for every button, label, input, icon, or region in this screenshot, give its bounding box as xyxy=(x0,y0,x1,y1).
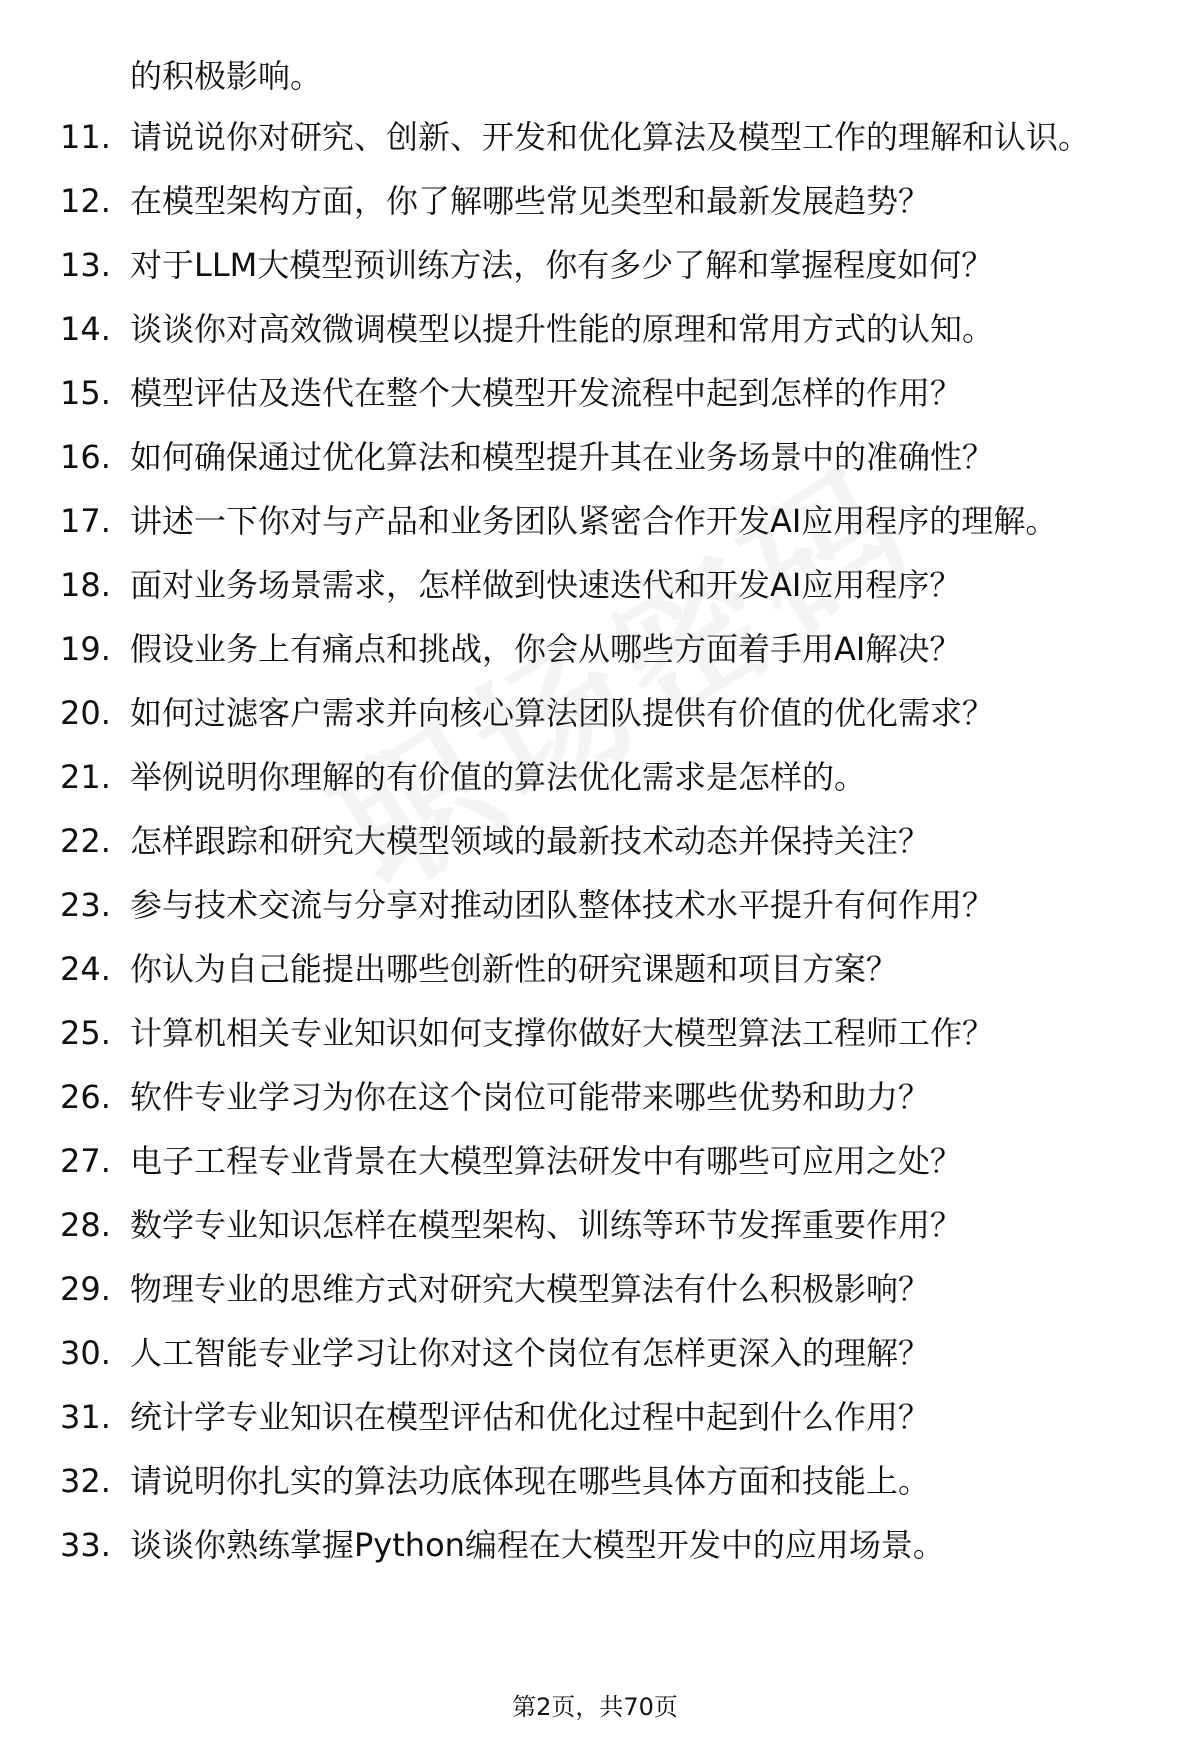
page-number: 第2页，共70页 xyxy=(512,1693,678,1721)
question-text: 举例说明你理解的有价值的算法优化需求是怎样的。 xyxy=(130,758,867,796)
question-text: 讲述一下你对与产品和业务团队紧密合作开发AI应用程序的理解。 xyxy=(130,502,1058,540)
question-number: 23. xyxy=(60,886,111,924)
question-text: 对于LLM大模型预训练方法，你有多少了解和掌握程度如何？ xyxy=(130,246,994,284)
question-text: 软件专业学习为你在这个岗位可能带来哪些优势和助力？ xyxy=(130,1078,931,1116)
list-item xyxy=(0,1393,1190,1442)
list-item xyxy=(0,753,1190,802)
question-text: 计算机相关专业知识如何支撑你做好大模型算法工程师工作？ xyxy=(130,1014,995,1052)
list-item xyxy=(0,1265,1190,1314)
question-number: 17. xyxy=(60,502,111,540)
list-item xyxy=(0,945,1190,994)
question-number: 13. xyxy=(60,246,111,284)
question-text: 参与技术交流与分享对推动团队整体技术水平提升有何作用？ xyxy=(130,886,995,924)
question-number: 26. xyxy=(60,1078,111,1116)
question-text: 你认为自己能提出哪些创新性的研究课题和项目方案？ xyxy=(130,950,899,988)
question-text: 电子工程专业背景在大模型算法研发中有哪些可应用之处？ xyxy=(130,1142,963,1180)
question-text: 请说说你对研究、创新、开发和优化算法及模型工作的理解和认识。 xyxy=(130,118,1091,156)
question-number: 29. xyxy=(60,1270,111,1308)
question-text: 面对业务场景需求，怎样做到快速迭代和开发AI应用程序？ xyxy=(130,566,962,604)
question-number: 18. xyxy=(60,566,111,604)
list-item xyxy=(0,817,1190,866)
list-item xyxy=(0,1137,1190,1186)
list-item xyxy=(0,1457,1190,1506)
question-text: 假设业务上有痛点和挑战，你会从哪些方面着手用AI解决？ xyxy=(130,630,962,668)
question-text: 统计学专业知识在模型评估和优化过程中起到什么作用？ xyxy=(130,1398,931,1436)
question-number: 12. xyxy=(60,182,111,220)
list-item xyxy=(0,497,1190,546)
list-item xyxy=(0,1329,1190,1378)
question-number: 33. xyxy=(60,1526,111,1564)
question-number: 22. xyxy=(60,822,111,860)
question-text: 请说明你扎实的算法功底体现在哪些具体方面和技能上。 xyxy=(130,1462,931,1500)
continuation-text: 的积极影响。 xyxy=(130,57,323,95)
list-item xyxy=(0,177,1190,226)
list-item xyxy=(0,1073,1190,1122)
question-text: 数学专业知识怎样在模型架构、训练等环节发挥重要作用？ xyxy=(130,1206,963,1244)
question-number: 14. xyxy=(60,310,111,348)
list-item xyxy=(0,881,1190,930)
question-number: 32. xyxy=(60,1462,111,1500)
question-number: 20. xyxy=(60,694,111,732)
list-item xyxy=(0,433,1190,482)
question-number: 28. xyxy=(60,1206,111,1244)
question-number: 15. xyxy=(60,374,111,412)
list-item xyxy=(0,1521,1190,1570)
question-text: 谈谈你对高效微调模型以提升性能的原理和常用方式的认知。 xyxy=(130,310,995,348)
question-text: 如何确保通过优化算法和模型提升其在业务场景中的准确性？ xyxy=(130,438,995,476)
question-number: 19. xyxy=(60,630,111,668)
list-item xyxy=(0,1009,1190,1058)
question-text: 如何过滤客户需求并向核心算法团队提供有价值的优化需求？ xyxy=(130,694,995,732)
question-list xyxy=(0,113,1190,1585)
question-number: 27. xyxy=(60,1142,111,1180)
question-number: 31. xyxy=(60,1398,111,1436)
list-item xyxy=(0,689,1190,738)
question-text: 谈谈你熟练掌握Python编程在大模型开发中的应用场景。 xyxy=(130,1526,945,1564)
question-number: 21. xyxy=(60,758,111,796)
list-item xyxy=(0,369,1190,418)
question-text: 怎样跟踪和研究大模型领域的最新技术动态并保持关注？ xyxy=(130,822,931,860)
list-item xyxy=(0,305,1190,354)
list-item xyxy=(0,241,1190,290)
question-number: 25. xyxy=(60,1014,111,1052)
question-text: 模型评估及迭代在整个大模型开发流程中起到怎样的作用？ xyxy=(130,374,963,412)
question-number: 11. xyxy=(60,118,111,156)
question-number: 24. xyxy=(60,950,111,988)
list-item xyxy=(0,561,1190,610)
list-item xyxy=(0,1201,1190,1250)
question-text: 在模型架构方面，你了解哪些常见类型和最新发展趋势？ xyxy=(130,182,931,220)
question-number: 16. xyxy=(60,438,111,476)
question-number: 30. xyxy=(60,1334,111,1372)
list-item xyxy=(0,113,1190,162)
question-text: 物理专业的思维方式对研究大模型算法有什么积极影响？ xyxy=(130,1270,931,1308)
page-footer xyxy=(0,1690,1190,1724)
question-text: 人工智能专业学习让你对这个岗位有怎样更深入的理解？ xyxy=(130,1334,931,1372)
list-item xyxy=(0,625,1190,674)
